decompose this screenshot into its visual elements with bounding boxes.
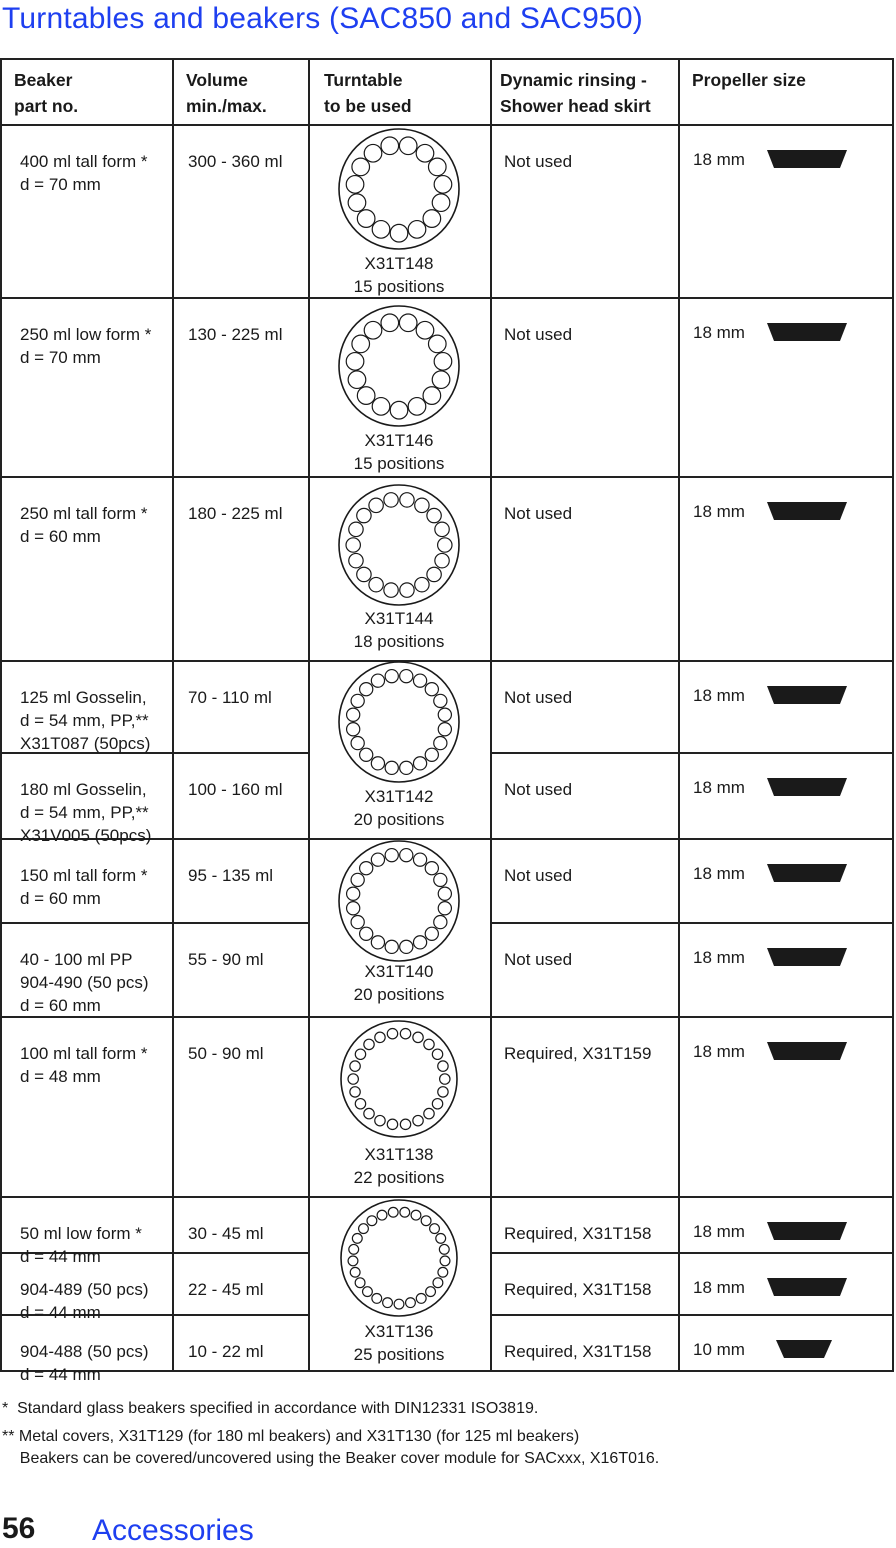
turntable-position [400,940,413,953]
turntable-position [371,757,384,770]
turntable-position [413,674,426,687]
turntable-position [381,314,399,332]
cell-volume: 95 - 135 ml [188,866,274,885]
turntable-position [357,387,375,405]
turntable-position [408,221,426,239]
turntable-position [357,508,371,522]
turntable-position [432,194,450,212]
turntable-position [384,583,398,597]
turntable-position [349,1244,359,1254]
turntable-position [372,398,390,416]
turntable-position [390,401,408,419]
header-propeller-size: Propeller size [692,70,806,90]
turntable-position [400,1207,410,1217]
cell-propeller: 18 mm [693,1222,745,1241]
turntable-position [360,862,373,875]
turntable-position [350,1087,360,1097]
cell-rinsing: Not used [504,688,573,707]
turntable-position [400,1119,410,1129]
turntable-position [367,1216,377,1226]
turntable-x31t138 [308,1019,490,1189]
turntable-position [434,873,447,886]
turntable-position [364,321,382,339]
cell-rinsing: Not used [504,504,573,523]
cell-volume: 22 - 45 ml [188,1280,264,1299]
turntable-position [427,567,441,581]
turntable-position [346,176,364,194]
propeller-icon [767,948,847,966]
turntable-position [384,493,398,507]
cell-rinsing: Not used [504,866,573,885]
turntable-position [416,1294,426,1304]
turntable-x31t140 [308,839,490,1006]
turntable-position [438,1061,448,1071]
turntable-positions: 20 positions [353,985,445,1004]
turntable-x31t146 [308,304,490,475]
table-rule [0,922,308,924]
table-rule [0,58,894,60]
section-name: Accessories [92,1514,254,1547]
turntable-code: X31T144 [364,609,434,628]
cell-propeller: 18 mm [693,686,745,705]
cell-volume: 55 - 90 ml [188,950,264,969]
turntable-position [427,508,441,522]
turntable-code: X31T140 [364,962,434,981]
turntable-position [372,1294,382,1304]
turntable-position [425,862,438,875]
turntable-position [357,567,371,581]
turntable-position [394,1299,404,1309]
cell-volume: 300 - 360 ml [188,152,283,171]
turntable-position [385,670,398,683]
turntable-position [438,1087,448,1097]
turntable-position [438,902,451,915]
turntable-position [438,708,451,721]
turntable-code: X31T146 [364,431,434,450]
cell-propeller: 18 mm [693,1042,745,1061]
table-rule [172,58,174,1370]
turntable-position [371,674,384,687]
turntable-position [372,221,390,239]
table-rule [0,476,894,478]
cell-rinsing: Required, X31T158 [504,1224,652,1243]
turntable-positions: 20 positions [353,810,445,829]
table-rule [0,124,894,126]
turntable-position [400,493,414,507]
turntable-position [439,1244,449,1254]
turntable-position [347,887,360,900]
header-turntable: Turntable to be used [324,70,412,116]
turntable-position [347,902,360,915]
cell-beaker: 125 ml Gosselin, d = 54 mm, PP,** X31T087 (50pcs) [20,688,151,753]
turntable-position [400,761,413,774]
cell-beaker: 904-489 (50 pcs) d = 44 mm [20,1280,149,1322]
turntable-position [387,1119,397,1129]
turntable-position [351,694,364,707]
table-rule [490,752,894,754]
turntable-position [430,1224,440,1234]
turntable-position [424,1108,434,1118]
header-volume: Volume min./max. [186,70,267,116]
turntable-position [348,1074,358,1084]
turntable-position [434,915,447,928]
turntable-position [406,1298,416,1308]
table-rule [678,58,680,1370]
turntable-positions: 15 positions [353,454,445,473]
cell-propeller: 18 mm [693,150,745,169]
cell-volume: 50 - 90 ml [188,1044,264,1063]
cell-propeller: 18 mm [693,948,745,967]
header-beaker: Beaker part no. [14,70,79,116]
turntable-position [348,194,366,212]
cell-volume: 70 - 110 ml [188,688,272,707]
turntable-position [399,314,417,332]
turntable-position [413,853,426,866]
turntable-code: X31T136 [364,1322,434,1341]
turntable-diagram [337,839,461,963]
propeller-icon [767,502,847,520]
turntable-position [408,398,426,416]
turntable-position [421,1216,431,1226]
cell-beaker: 150 ml tall form * d = 60 mm [20,866,148,908]
turntable-position [383,1298,393,1308]
cell-beaker: 904-488 (50 pcs) d = 44 mm [20,1342,149,1384]
turntable-position [346,538,360,552]
header-dynamic-rinsing: Dynamic rinsing - Shower head skirt [500,70,651,116]
cell-rinsing: Not used [504,152,573,171]
turntable-diagram [339,1198,459,1318]
turntable-position [434,694,447,707]
turntable-position [390,224,408,242]
turntable-position [385,849,398,862]
turntable-position [435,553,449,567]
turntable-position [434,353,452,371]
turntable-position [432,371,450,389]
cell-rinsing: Not used [504,325,573,344]
turntable-position [360,683,373,696]
turntable-position [436,1233,446,1243]
cell-beaker: 50 ml low form * d = 44 mm [20,1224,142,1266]
turntable-position [357,210,375,228]
turntable-diagram [337,127,461,251]
turntable-rim [341,1200,457,1316]
page-title: Turntables and beakers (SAC850 and SAC950) [2,2,643,35]
propeller-icon [767,1042,847,1060]
turntable-position [346,353,364,371]
cell-beaker: 250 ml low form * d = 70 mm [20,325,152,367]
turntable-position [416,144,434,162]
turntable-position [400,670,413,683]
turntable-position [352,158,370,176]
turntable-positions: 25 positions [353,1345,445,1364]
turntable-position [440,1256,450,1266]
turntable-position [426,1287,436,1297]
cell-beaker: 100 ml tall form * d = 48 mm [20,1044,148,1086]
propeller-icon [767,323,847,341]
turntable-position [428,158,446,176]
turntable-position [364,1108,374,1118]
turntable-position [350,1061,360,1071]
turntable-positions: 15 positions [353,277,445,296]
turntable-position [415,577,429,591]
footnote-covers: ** Metal covers, X31T129 (for 180 ml beakers) and X31T130 (for 125 ml beakers) [2,1428,580,1445]
turntable-x31t144 [308,483,490,653]
turntable-position [364,1039,374,1049]
cell-volume: 100 - 160 ml [188,780,283,799]
turntable-position [413,936,426,949]
cell-volume: 180 - 225 ml [188,504,283,523]
turntable-position [371,936,384,949]
turntable-position [387,1028,397,1038]
turntable-position [360,748,373,761]
turntable-position [432,1049,442,1059]
turntable-position [349,553,363,567]
turntable-position [428,335,446,353]
table-rule [490,922,894,924]
turntable-position [352,335,370,353]
turntable-x31t148 [308,127,490,298]
turntable-position [355,1099,365,1109]
turntable-position [350,1267,360,1277]
turntable-position [352,1233,362,1243]
turntable-position [416,321,434,339]
turntable-position [413,757,426,770]
turntable-position [438,887,451,900]
turntable-position [434,736,447,749]
turntable-position [381,137,399,155]
turntable-position [347,723,360,736]
turntable-position [369,577,383,591]
propeller-icon [767,686,847,704]
turntable-position [415,498,429,512]
turntable-position [438,1267,448,1277]
turntable-position [388,1207,398,1217]
page-number: 56 [2,1512,36,1545]
cell-propeller: 10 mm [693,1340,745,1359]
turntable-position [438,538,452,552]
turntable-position [375,1032,385,1042]
turntable-rim [339,841,459,961]
turntable-position [348,1256,358,1266]
turntable-position [347,708,360,721]
cell-propeller: 18 mm [693,323,745,342]
cell-beaker: 250 ml tall form * d = 60 mm [20,504,148,546]
turntable-position [425,927,438,940]
turntable-position [360,927,373,940]
cell-beaker: 180 ml Gosselin, d = 54 mm, PP,** X31V005 (50pcs) [20,780,152,845]
turntable-diagram [339,1019,459,1139]
turntable-position [351,873,364,886]
propeller-icon [767,150,847,168]
cell-propeller: 18 mm [693,864,745,883]
turntable-code: X31T142 [364,787,434,806]
turntable-position [355,1049,365,1059]
turntable-position [400,849,413,862]
turntable-position [355,1278,365,1288]
cell-rinsing: Required, X31T158 [504,1280,652,1299]
turntable-position [359,1224,369,1234]
turntable-diagram [337,304,461,428]
turntable-position [399,137,417,155]
cell-volume: 130 - 225 ml [188,325,283,344]
turntable-position [364,144,382,162]
footnote-standard: * Standard glass beakers specified in accordance with DIN12331 ISO3819. [2,1400,539,1417]
cell-rinsing: Required, X31T159 [504,1044,652,1063]
cell-volume: 30 - 45 ml [188,1224,264,1243]
turntable-position [400,1028,410,1038]
turntable-position [413,1032,423,1042]
turntable-positions: 22 positions [353,1168,445,1187]
table-rule [490,1252,894,1254]
turntable-diagram [337,483,461,607]
table-rule [0,58,2,1372]
turntable-position [432,1099,442,1109]
turntable-position [371,853,384,866]
turntable-position [413,1115,423,1125]
turntable-position [363,1287,373,1297]
turntable-x31t136 [308,1198,490,1366]
turntable-code: X31T138 [364,1145,434,1164]
turntable-positions: 18 positions [353,632,445,651]
turntable-position [434,176,452,194]
turntable-position [411,1210,421,1220]
turntable-position [423,387,441,405]
cell-propeller: 18 mm [693,778,745,797]
cell-rinsing: Not used [504,950,573,969]
turntable-position [351,736,364,749]
cell-beaker: 400 ml tall form * d = 70 mm [20,152,148,194]
cell-beaker: 40 - 100 ml PP 904-490 (50 pcs) d = 60 mm [20,950,149,1015]
turntable-position [438,723,451,736]
turntable-position [375,1115,385,1125]
cell-rinsing: Required, X31T158 [504,1342,652,1361]
table-rule [490,58,492,1370]
propeller-icon [767,1222,847,1240]
turntable-position [425,683,438,696]
cell-propeller: 18 mm [693,1278,745,1297]
turntable-position [351,915,364,928]
turntable-position [425,748,438,761]
turntable-rim [339,662,459,782]
turntable-x31t142 [308,660,490,831]
turntable-position [385,761,398,774]
turntable-position [433,1278,443,1288]
footnote-cover-module: Beakers can be covered/uncovered using the Beaker cover module for SACxxx, X16T016. [2,1450,660,1467]
cell-volume: 10 - 22 ml [188,1342,264,1361]
cell-propeller: 18 mm [693,502,745,521]
turntable-position [424,1039,434,1049]
propeller-icon [767,864,847,882]
propeller-icon [767,1278,847,1296]
table-rule [892,58,894,1372]
turntable-position [440,1074,450,1084]
propeller-icon [776,1340,832,1358]
turntable-position [377,1210,387,1220]
turntable-position [385,940,398,953]
propeller-icon [767,778,847,796]
turntable-position [348,371,366,389]
turntable-position [400,583,414,597]
turntable-position [423,210,441,228]
turntable-diagram [337,660,461,784]
turntable-position [435,522,449,536]
table-rule [490,1314,894,1316]
turntable-code: X31T148 [364,254,434,273]
turntable-position [349,522,363,536]
turntable-position [369,498,383,512]
cell-rinsing: Not used [504,780,573,799]
